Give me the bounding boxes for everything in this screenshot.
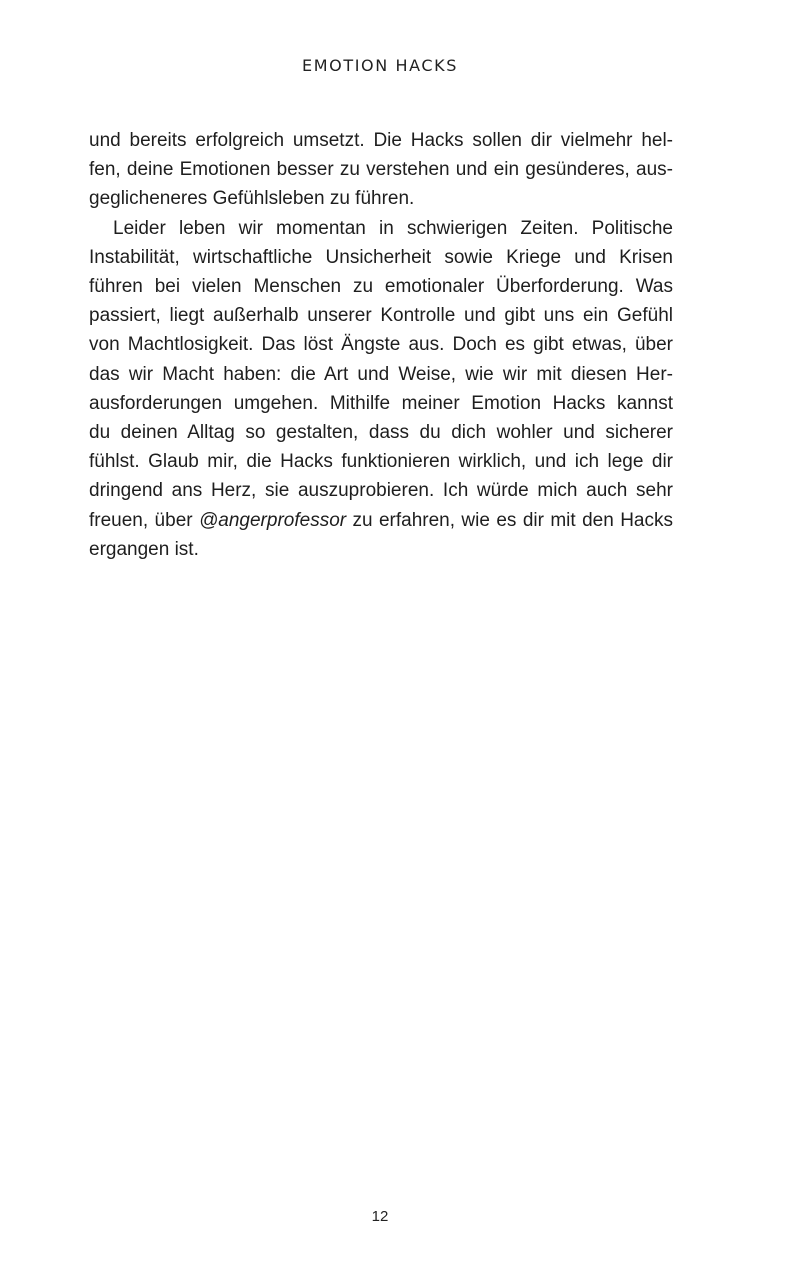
social-handle: @angerprofessor: [199, 509, 347, 531]
text-line: geglicheneres Gefühlsleben zu führen.: [89, 188, 415, 210]
text-line: führen bei vielen Menschen zu emotionaler Überforderung. Was: [89, 276, 673, 298]
text-line: fühlst. Glaub mir, die Hacks funktionieren wirklich, und ich lege dir: [89, 451, 673, 473]
text-line: dringend ans Herz, sie auszuprobieren. Ich würde mich auch sehr: [89, 480, 673, 502]
text-line: fen, deine Emotionen besser zu verstehen und ein gesünderes, aus-: [89, 159, 673, 181]
text-line: Leider leben wir momentan in schwierigen Zeiten. Politische: [113, 217, 673, 239]
text-line: [89, 506, 673, 535]
text-line: ausforderungen umgehen. Mithilfe meiner Emotion Hacks kannst: [89, 392, 673, 414]
text-line: das wir Macht haben: die Art und Weise, wie wir mit diesen Her-: [89, 363, 673, 385]
text-line: passiert, liegt außerhalb unserer Kontrolle und gibt uns ein Gefühl: [89, 305, 673, 327]
page-number: 12: [371, 1208, 389, 1225]
text-line: von Machtlosigkeit. Das löst Ängste aus. Doch es gibt etwas, über: [89, 334, 673, 356]
text-line: du deinen Alltag so gestalten, dass du dich wohler und sicherer: [89, 422, 673, 444]
body-text: [89, 126, 673, 564]
text-fragment: freuen, über: [89, 509, 199, 531]
text-line: und bereits erfolgreich umsetzt. Die Hacks sollen dir vielmehr hel-: [89, 130, 673, 151]
text-line: Instabilität, wirtschaftliche Unsicherheit sowie Kriege und Krisen: [89, 246, 673, 268]
text-line: ergangen ist.: [89, 538, 199, 560]
running-header: EMOTION HACKS: [302, 56, 458, 75]
text-fragment: zu erfahren, wie es dir mit den Hacks: [346, 509, 673, 531]
